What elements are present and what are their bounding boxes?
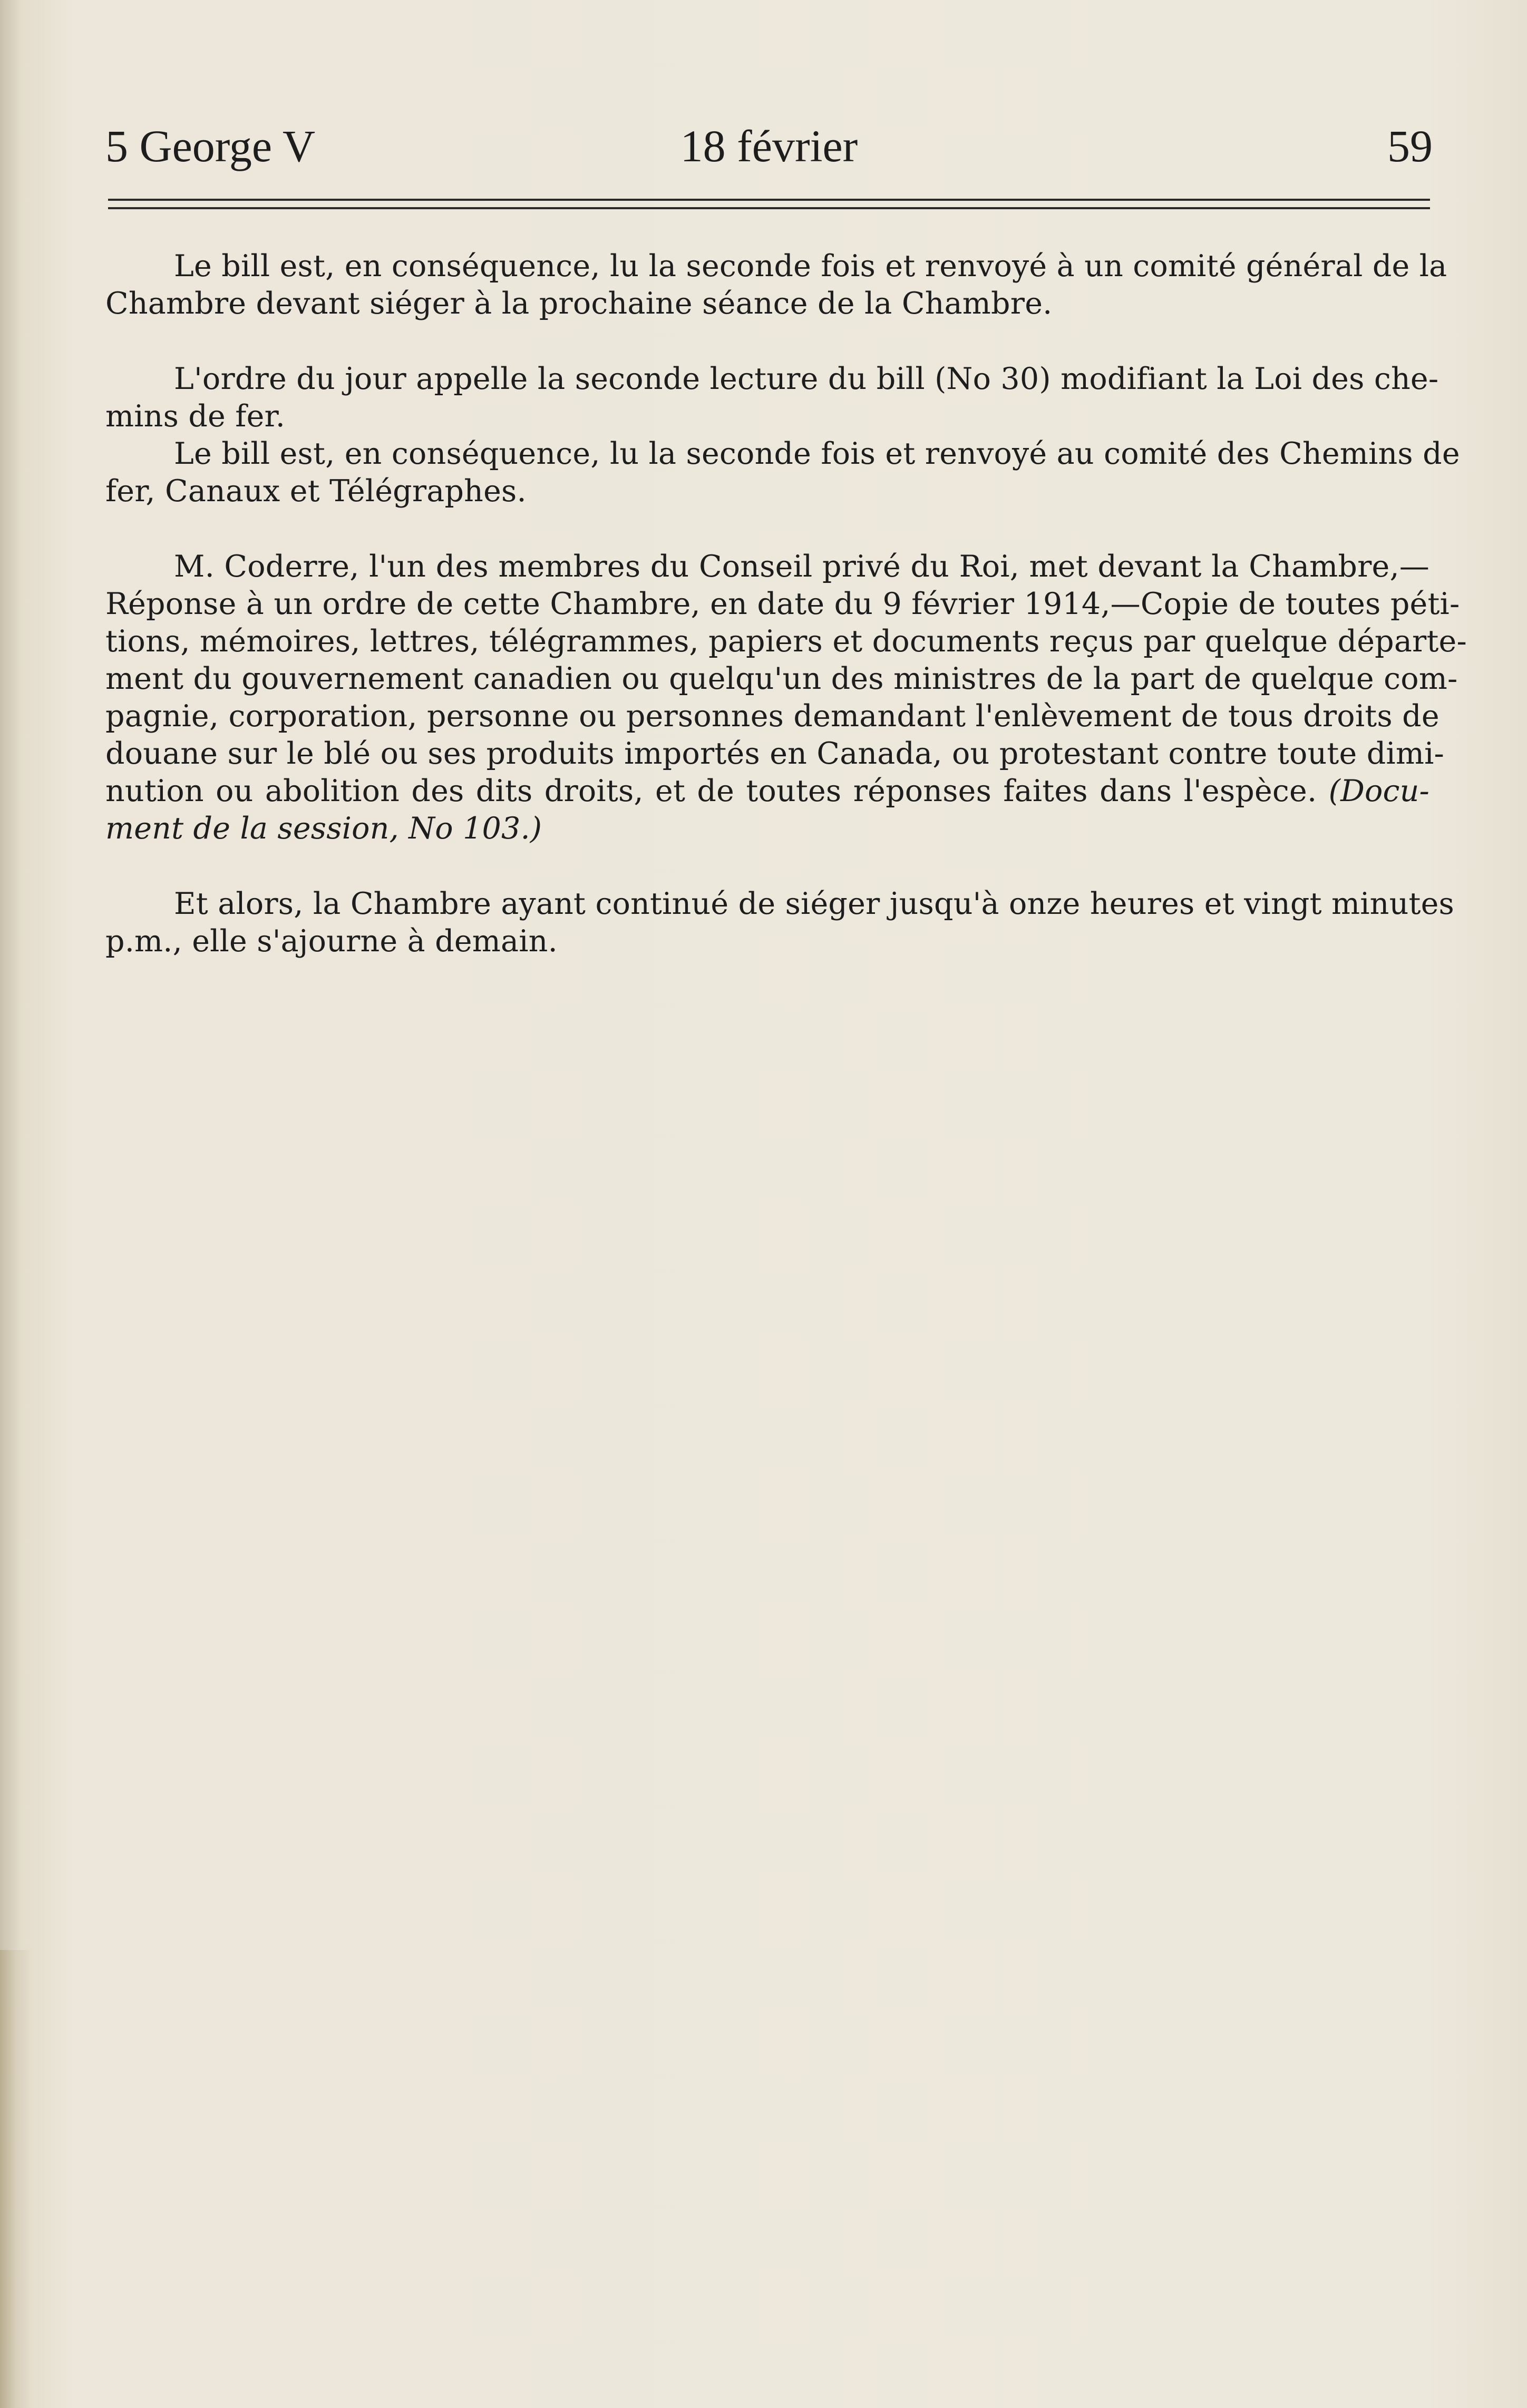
text-line: ment du gouvernement canadien ou quelqu'un des ministres de la part de quelque com-: [105, 661, 1458, 696]
paragraph-gap: [105, 323, 1429, 360]
text-line: [105, 773, 1429, 810]
page-number: 59: [1387, 121, 1433, 171]
header-rule-bottom: [108, 207, 1430, 209]
sessional-paper-reference: (Docu-: [1328, 774, 1429, 808]
header-regnal-year: 5 George V: [105, 121, 316, 171]
paragraph-bill-committee: [105, 435, 1460, 510]
text-line: Réponse à un ordre de cette Chambre, en date du 9 février 1914,—Copie de toutes péti-: [105, 587, 1460, 621]
text-line: L'ordre du jour appelle la seconde lecture du bill (No 30) modifiant la Loi des che-: [174, 362, 1439, 396]
text-run: nution ou abolition des dits droits, et de toutes réponses faites dans l'espèce.: [105, 774, 1317, 808]
paper-stain: [0, 1950, 32, 2408]
text-line: Le bill est, en conséquence, lu la seconde fois et renvoyé à un comité général de la: [174, 249, 1447, 284]
text-line: fer, Canaux et Télégraphes.: [105, 474, 527, 509]
text-line: Le bill est, en conséquence, lu la seconde fois et renvoyé au comité des Chemins de: [174, 436, 1460, 471]
paragraph-bill-second-reading: [105, 248, 1447, 323]
header-date: 18 février: [680, 121, 858, 171]
text-line: douane sur le blé ou ses produits importés en Canada, ou protestant contre toute dimi-: [105, 736, 1445, 771]
text-line: M. Coderre, l'un des membres du Conseil privé du Roi, met devant la Chambre,—: [174, 549, 1429, 584]
sessional-paper-reference: ment de la session, No 103.): [105, 811, 542, 846]
paragraph-order-of-day: [105, 360, 1439, 435]
running-header: [105, 117, 1433, 175]
text-line: p.m., elle s'ajourne à demain.: [105, 924, 558, 959]
text-line: Chambre devant siéger à la prochaine séance de la Chambre.: [105, 286, 1053, 321]
paragraph-gap: [105, 847, 1429, 885]
header-rule-top: [108, 199, 1430, 201]
text-line: Et alors, la Chambre ayant continué de siéger jusqu'à onze heures et vingt minutes: [174, 886, 1454, 921]
text-line: mins de fer.: [105, 399, 286, 434]
text-line: pagnie, corporation, personne ou personnes demandant l'enlèvement de tous droits de: [105, 699, 1440, 734]
paragraph-gap: [105, 510, 1429, 548]
text-line: tions, mémoires, lettres, télégrammes, papiers et documents reçus par quelque départe-: [105, 624, 1467, 659]
journal-body: [105, 248, 1467, 960]
paragraph-adjournment: [105, 885, 1454, 960]
paragraph-coderre-return: [105, 548, 1467, 847]
